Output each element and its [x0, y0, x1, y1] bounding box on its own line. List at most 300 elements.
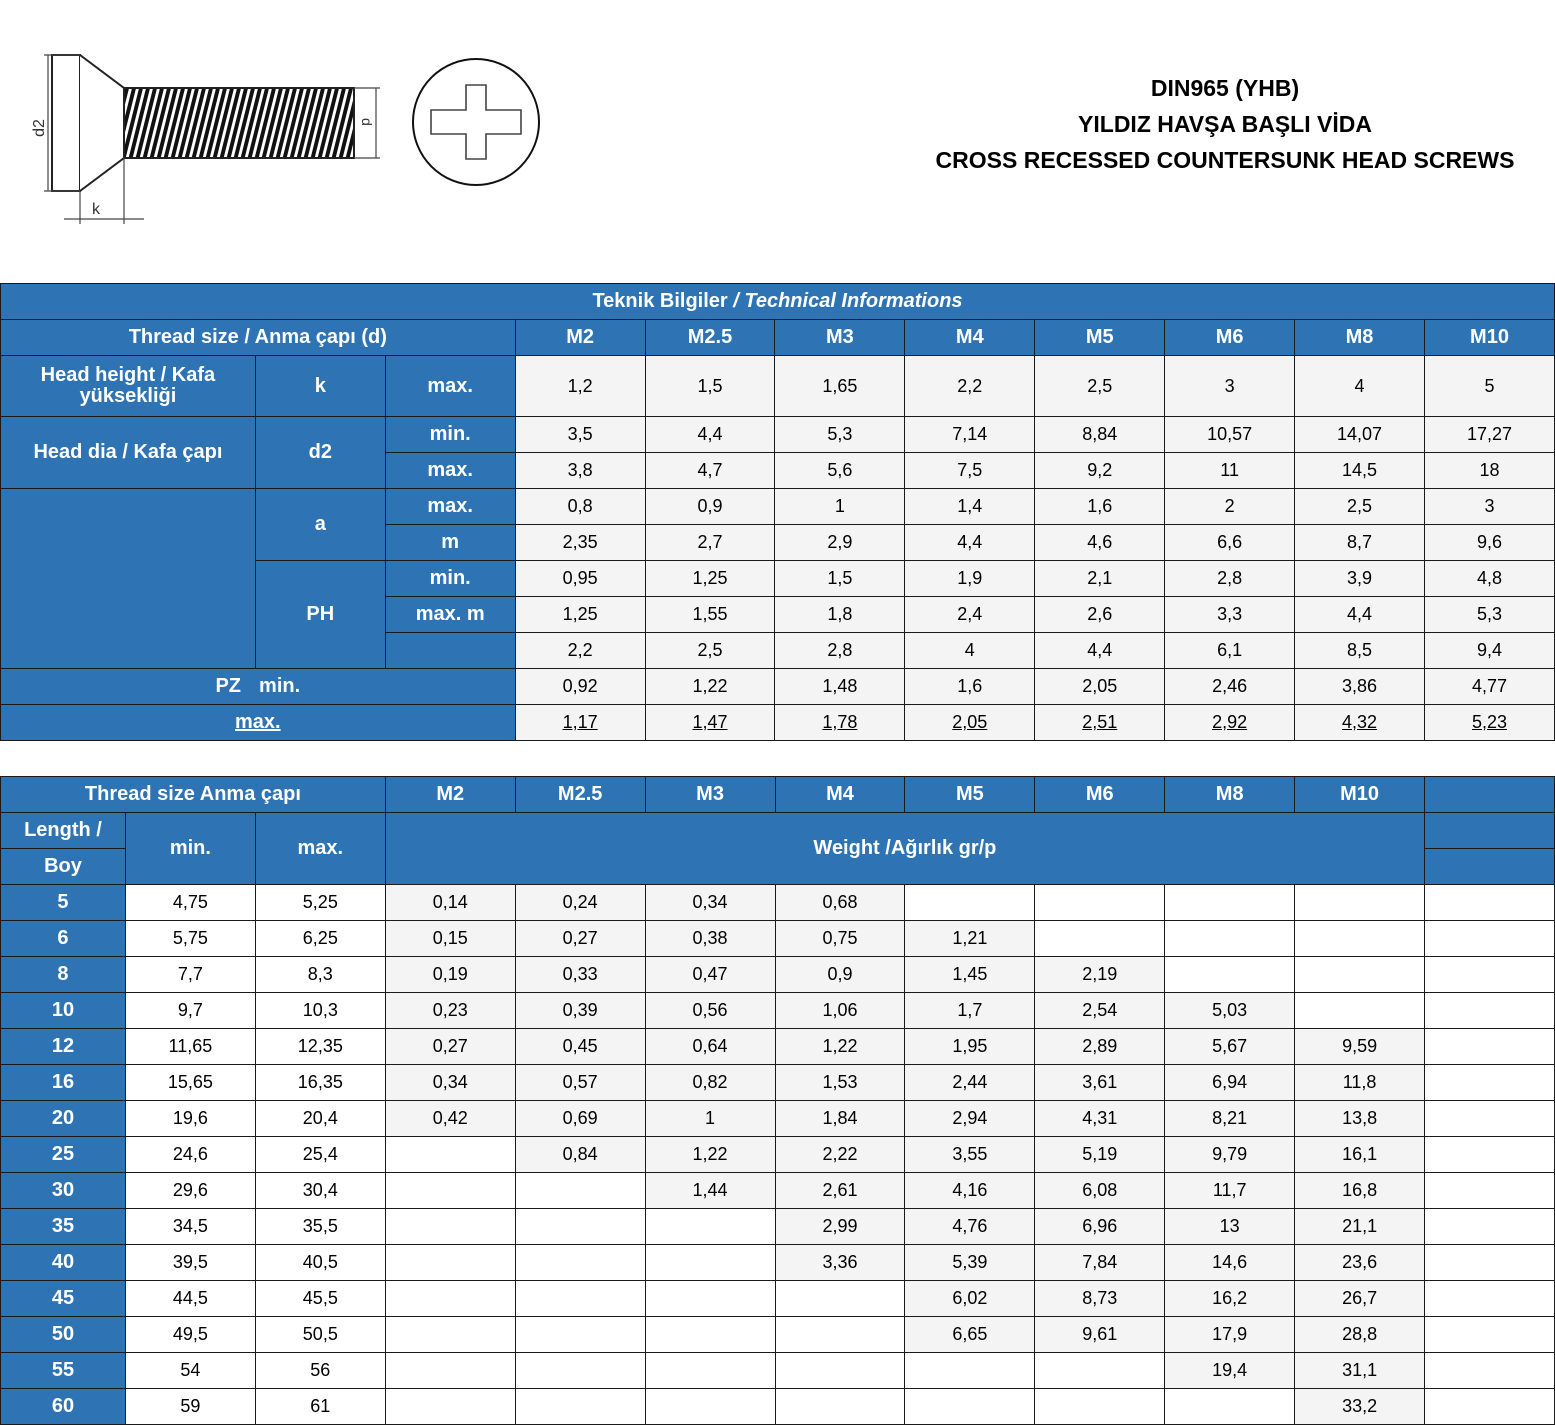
spec-value: 1,65	[775, 356, 905, 417]
weight-value: 0,14	[385, 885, 515, 921]
spec-value: 1	[775, 489, 905, 525]
weight-value: 5,19	[1035, 1137, 1165, 1173]
spec-value: 3,86	[1295, 669, 1425, 705]
length-max-label: max.	[255, 813, 385, 885]
blank-header	[1425, 813, 1555, 849]
size-header: M5	[905, 777, 1035, 813]
length-max-value: 40,5	[255, 1245, 385, 1281]
weight-value	[1165, 885, 1295, 921]
spec-value: 8,84	[1035, 417, 1165, 453]
spec-value: 2,92	[1165, 705, 1295, 741]
ph-extra-label	[385, 633, 515, 669]
spec-value: 1,5	[775, 561, 905, 597]
weight-value	[515, 1173, 645, 1209]
spec-value: 14,5	[1295, 453, 1425, 489]
weight-value: 8,21	[1165, 1101, 1295, 1137]
spec-value: 3	[1165, 356, 1295, 417]
weight-value	[515, 1209, 645, 1245]
weight-value: 14,6	[1165, 1245, 1295, 1281]
spec-value: 7,14	[905, 417, 1035, 453]
weight-value	[385, 1389, 515, 1425]
title-line-turkish: YILDIZ HAVŞA BAŞLI VİDA	[1078, 111, 1372, 137]
weight-value	[385, 1209, 515, 1245]
size-header: M2	[515, 320, 645, 356]
weight-value	[1295, 957, 1425, 993]
weight-row	[1, 1209, 1555, 1245]
head-dia-symbol: d2	[255, 417, 385, 489]
spec-value: 18	[1424, 453, 1554, 489]
title-line-standard: DIN965 (YHB)	[1150, 75, 1300, 101]
length-max-value: 30,4	[255, 1173, 385, 1209]
document-title	[905, 70, 1545, 178]
spec-value: 2,6	[1035, 597, 1165, 633]
weight-value: 5,03	[1165, 993, 1295, 1029]
weight-value: 2,61	[775, 1173, 905, 1209]
length-value: 10	[1, 993, 126, 1029]
spec-value: 5,6	[775, 453, 905, 489]
blank-cell	[1425, 1281, 1555, 1317]
length-min-value: 19,6	[125, 1101, 255, 1137]
weight-value	[1035, 1389, 1165, 1425]
weight-value: 6,02	[905, 1281, 1035, 1317]
weight-value: 2,99	[775, 1209, 905, 1245]
length-value: 8	[1, 957, 126, 993]
weight-value: 0,27	[515, 921, 645, 957]
spec-value: 4,32	[1295, 705, 1425, 741]
weight-value: 11,8	[1295, 1065, 1425, 1101]
length-min-value: 24,6	[125, 1137, 255, 1173]
length-max-value: 6,25	[255, 921, 385, 957]
weight-value: 0,38	[645, 921, 775, 957]
weight-value: 2,44	[905, 1065, 1035, 1101]
size-header: M10	[1295, 777, 1425, 813]
blank-header	[1425, 777, 1555, 813]
length-min-value: 59	[125, 1389, 255, 1425]
weight-row	[1, 1173, 1555, 1209]
length-value: 20	[1, 1101, 126, 1137]
weight-value: 19,4	[1165, 1353, 1295, 1389]
screw-thread-shape	[124, 88, 354, 158]
spec-value: 4,4	[1035, 633, 1165, 669]
weight-value: 2,54	[1035, 993, 1165, 1029]
recess-label-cell	[1, 489, 256, 669]
blank-cell	[1425, 1389, 1555, 1425]
spec-value: 2,4	[905, 597, 1035, 633]
spec-value: 3,8	[515, 453, 645, 489]
spec-value: 1,6	[1035, 489, 1165, 525]
ph-min-label: min.	[385, 561, 515, 597]
blank-cell	[1425, 1209, 1555, 1245]
size-header: M6	[1165, 320, 1295, 356]
spec-value: 1,9	[905, 561, 1035, 597]
blank-cell	[1425, 1101, 1555, 1137]
weight-value	[385, 1317, 515, 1353]
length-max-value: 8,3	[255, 957, 385, 993]
a-symbol: a	[255, 489, 385, 561]
weight-value: 1,95	[905, 1029, 1035, 1065]
spec-value: 1,2	[515, 356, 645, 417]
title-line-english: CROSS RECESSED COUNTERSUNK HEAD SCREWS	[935, 147, 1515, 173]
technical-info-title: Teknik Bilgiler	[592, 290, 728, 312]
weight-value: 9,61	[1035, 1317, 1165, 1353]
weight-table	[0, 776, 1555, 1425]
weight-value: 1,44	[645, 1173, 775, 1209]
d-dimension-label: d	[359, 118, 375, 126]
weight-value	[775, 1389, 905, 1425]
length-min-value: 15,65	[125, 1065, 255, 1101]
weight-value: 0,69	[515, 1101, 645, 1137]
spec-value: 1,8	[775, 597, 905, 633]
weight-value: 1,22	[645, 1137, 775, 1173]
spec-value: 5	[1424, 356, 1554, 417]
size-header: M5	[1035, 320, 1165, 356]
weight-value	[645, 1245, 775, 1281]
spec-value: 8,7	[1295, 525, 1425, 561]
length-value: 40	[1, 1245, 126, 1281]
blank-cell	[1425, 1029, 1555, 1065]
weight-value	[645, 1281, 775, 1317]
length-value: 45	[1, 1281, 126, 1317]
weight-value	[1035, 885, 1165, 921]
weight-value: 21,1	[1295, 1209, 1425, 1245]
weight-value: 6,96	[1035, 1209, 1165, 1245]
weight-value: 13,8	[1295, 1101, 1425, 1137]
weight-value: 16,2	[1165, 1281, 1295, 1317]
spec-value: 0,8	[515, 489, 645, 525]
length-value: 55	[1, 1353, 126, 1389]
weight-value: 3,61	[1035, 1065, 1165, 1101]
weight-value	[515, 1353, 645, 1389]
weight-value: 0,15	[385, 921, 515, 957]
weight-row	[1, 1353, 1555, 1389]
weight-value	[775, 1353, 905, 1389]
length-min-value: 39,5	[125, 1245, 255, 1281]
pz-min-text: min.	[259, 675, 301, 697]
spec-value: 9,2	[1035, 453, 1165, 489]
blank-cell	[1425, 885, 1555, 921]
spec-value: 4,77	[1424, 669, 1554, 705]
length-value: 50	[1, 1317, 126, 1353]
size-header: M4	[775, 777, 905, 813]
spec-value: 3,3	[1165, 597, 1295, 633]
boy-label: Boy	[1, 849, 126, 885]
blank-header	[1425, 849, 1555, 885]
weight-value: 0,82	[645, 1065, 775, 1101]
weight-value	[515, 1281, 645, 1317]
weight-value	[1035, 921, 1165, 957]
k-dimension-label: k	[92, 201, 100, 218]
spec-value: 3,9	[1295, 561, 1425, 597]
length-min-label: min.	[125, 813, 255, 885]
weight-value: 2,89	[1035, 1029, 1165, 1065]
length-min-value: 11,65	[125, 1029, 255, 1065]
spec-value: 6,1	[1165, 633, 1295, 669]
weight-row	[1, 1245, 1555, 1281]
length-min-value: 44,5	[125, 1281, 255, 1317]
spec-value: 2,8	[775, 633, 905, 669]
technical-specs-table	[0, 283, 1555, 741]
a-max-label: max.	[385, 489, 515, 525]
size-header: M2	[385, 777, 515, 813]
spec-value: 1,6	[905, 669, 1035, 705]
technical-info-title-english: / Technical Informations	[733, 290, 963, 312]
length-max-value: 12,35	[255, 1029, 385, 1065]
spec-value: 1,48	[775, 669, 905, 705]
weight-value: 5,39	[905, 1245, 1035, 1281]
weight-value: 4,16	[905, 1173, 1035, 1209]
size-header: M8	[1165, 777, 1295, 813]
weight-value	[775, 1281, 905, 1317]
weight-value: 23,6	[1295, 1245, 1425, 1281]
length-max-value: 16,35	[255, 1065, 385, 1101]
weight-value	[775, 1317, 905, 1353]
weight-value: 4,31	[1035, 1101, 1165, 1137]
weight-value: 0,47	[645, 957, 775, 993]
spec-value: 1,25	[645, 561, 775, 597]
spec-value: 0,9	[645, 489, 775, 525]
weight-value: 6,08	[1035, 1173, 1165, 1209]
spec-value: 9,4	[1424, 633, 1554, 669]
weight-row	[1, 921, 1555, 957]
length-value: 12	[1, 1029, 126, 1065]
length-value: 6	[1, 921, 126, 957]
weight-value: 1,06	[775, 993, 905, 1029]
weight-value: 0,27	[385, 1029, 515, 1065]
weight-row	[1, 1389, 1555, 1425]
spec-value: 4	[905, 633, 1035, 669]
spec-value: 4	[1295, 356, 1425, 417]
spec-value: 6,6	[1165, 525, 1295, 561]
weight-value	[385, 1137, 515, 1173]
weight-row	[1, 1317, 1555, 1353]
pz-max-label	[1, 705, 516, 741]
weight-label: Weight /Ağırlık gr/p	[385, 813, 1424, 885]
weight-value: 0,34	[645, 885, 775, 921]
spec-value: 3,5	[515, 417, 645, 453]
spec-value: 1,55	[645, 597, 775, 633]
weight-value	[905, 885, 1035, 921]
spec-value: 2,46	[1165, 669, 1295, 705]
weight-value: 3,36	[775, 1245, 905, 1281]
ph-maxm-label: max. m	[385, 597, 515, 633]
weight-value	[905, 1353, 1035, 1389]
weight-value	[645, 1317, 775, 1353]
weight-value: 0,34	[385, 1065, 515, 1101]
spec-value: 0,95	[515, 561, 645, 597]
weight-value: 17,9	[1165, 1317, 1295, 1353]
weight-value: 6,65	[905, 1317, 1035, 1353]
size-header: M3	[645, 777, 775, 813]
length-max-value: 10,3	[255, 993, 385, 1029]
weight-value: 0,24	[515, 885, 645, 921]
weight-value: 0,19	[385, 957, 515, 993]
size-header: M2.5	[515, 777, 645, 813]
spec-value: 1,5	[645, 356, 775, 417]
pz-symbol: PZ	[215, 675, 242, 697]
head-dia-max-label: max.	[385, 453, 515, 489]
weight-value	[385, 1353, 515, 1389]
weight-value: 1,22	[775, 1029, 905, 1065]
spec-value: 1,22	[645, 669, 775, 705]
thread-size-label: Thread size / Anma çapı (d)	[1, 320, 516, 356]
blank-cell	[1425, 1173, 1555, 1209]
weight-value: 8,73	[1035, 1281, 1165, 1317]
weight-value: 3,55	[905, 1137, 1035, 1173]
size-header: M4	[905, 320, 1035, 356]
size-header: M8	[1295, 320, 1425, 356]
weight-row	[1, 885, 1555, 921]
weight-value	[515, 1389, 645, 1425]
weight-value	[645, 1209, 775, 1245]
spec-value: 4,4	[645, 417, 775, 453]
weight-value: 31,1	[1295, 1353, 1425, 1389]
weight-value: 0,56	[645, 993, 775, 1029]
weight-value: 0,45	[515, 1029, 645, 1065]
size-header: M10	[1424, 320, 1554, 356]
spec-value: 2,1	[1035, 561, 1165, 597]
screw-head-shape	[52, 55, 124, 191]
spec-value: 4,4	[905, 525, 1035, 561]
weight-value	[515, 1245, 645, 1281]
spec-value: 17,27	[1424, 417, 1554, 453]
length-min-value: 49,5	[125, 1317, 255, 1353]
weight-row	[1, 957, 1555, 993]
weight-value: 16,8	[1295, 1173, 1425, 1209]
size-header: M6	[1035, 777, 1165, 813]
weight-row	[1, 1029, 1555, 1065]
spec-value: 2	[1165, 489, 1295, 525]
length-label: Length /	[1, 813, 126, 849]
weight-value: 2,94	[905, 1101, 1035, 1137]
length-value: 35	[1, 1209, 126, 1245]
weight-value: 1,84	[775, 1101, 905, 1137]
spec-value: 3	[1424, 489, 1554, 525]
spec-value: 2,51	[1035, 705, 1165, 741]
weight-value: 11,7	[1165, 1173, 1295, 1209]
d2-dimension-label: d2	[31, 119, 48, 137]
head-height-label: Head height / Kafa yüksekliği	[1, 356, 256, 417]
length-min-value: 29,6	[125, 1173, 255, 1209]
size-header: M2.5	[645, 320, 775, 356]
length-value: 60	[1, 1389, 126, 1425]
weight-value	[1295, 885, 1425, 921]
pz-max-text: max.	[235, 711, 281, 733]
ph-symbol: PH	[255, 561, 385, 669]
weight-value: 13	[1165, 1209, 1295, 1245]
spec-value: 1,78	[775, 705, 905, 741]
weight-value	[1295, 993, 1425, 1029]
spec-value: 2,9	[775, 525, 905, 561]
weight-value: 1,45	[905, 957, 1035, 993]
weight-row	[1, 1101, 1555, 1137]
blank-cell	[1425, 1137, 1555, 1173]
cross-recess-icon	[413, 59, 539, 185]
weight-value	[515, 1317, 645, 1353]
weight-value: 0,57	[515, 1065, 645, 1101]
weight-value: 9,79	[1165, 1137, 1295, 1173]
spec-value: 8,5	[1295, 633, 1425, 669]
length-max-value: 45,5	[255, 1281, 385, 1317]
weight-value: 0,42	[385, 1101, 515, 1137]
technical-info-header	[1, 284, 1555, 320]
weight-value: 0,68	[775, 885, 905, 921]
weight-value	[1165, 1389, 1295, 1425]
weight-value	[645, 1389, 775, 1425]
weight-value	[1165, 957, 1295, 993]
blank-cell	[1425, 1065, 1555, 1101]
blank-cell	[1425, 1317, 1555, 1353]
weight-value: 7,84	[1035, 1245, 1165, 1281]
weight-value: 2,19	[1035, 957, 1165, 993]
weight-value	[1295, 921, 1425, 957]
spec-value: 5,23	[1424, 705, 1554, 741]
weight-value: 1	[645, 1101, 775, 1137]
spec-value: 1,4	[905, 489, 1035, 525]
weight-value	[905, 1389, 1035, 1425]
weight-value: 0,64	[645, 1029, 775, 1065]
weight-value: 0,75	[775, 921, 905, 957]
a-m-label: m	[385, 525, 515, 561]
spec-value: 14,07	[1295, 417, 1425, 453]
weight-value: 6,94	[1165, 1065, 1295, 1101]
blank-cell	[1425, 993, 1555, 1029]
length-min-value: 54	[125, 1353, 255, 1389]
spec-value: 4,4	[1295, 597, 1425, 633]
head-dia-label: Head dia / Kafa çapı	[1, 417, 256, 489]
spec-value: 1,25	[515, 597, 645, 633]
spec-value: 4,7	[645, 453, 775, 489]
length-max-value: 25,4	[255, 1137, 385, 1173]
length-max-value: 61	[255, 1389, 385, 1425]
spec-value: 1,47	[645, 705, 775, 741]
weight-value: 33,2	[1295, 1389, 1425, 1425]
length-max-value: 50,5	[255, 1317, 385, 1353]
weight-value: 1,7	[905, 993, 1035, 1029]
spec-value: 2,5	[1295, 489, 1425, 525]
spec-value: 10,57	[1165, 417, 1295, 453]
spec-value: 7,5	[905, 453, 1035, 489]
length-value: 5	[1, 885, 126, 921]
weight-row	[1, 1065, 1555, 1101]
spec-value: 5,3	[1424, 597, 1554, 633]
weight-value: 0,23	[385, 993, 515, 1029]
weight-row	[1, 993, 1555, 1029]
blank-cell	[1425, 1353, 1555, 1389]
spec-value: 5,3	[775, 417, 905, 453]
length-max-value: 5,25	[255, 885, 385, 921]
spec-value: 4,8	[1424, 561, 1554, 597]
weight-value: 28,8	[1295, 1317, 1425, 1353]
length-min-value: 5,75	[125, 921, 255, 957]
weight-value	[385, 1245, 515, 1281]
length-max-value: 56	[255, 1353, 385, 1389]
weight-value: 9,59	[1295, 1029, 1425, 1065]
head-height-symbol: k	[255, 356, 385, 417]
weight-value: 5,67	[1165, 1029, 1295, 1065]
screw-drawing	[0, 0, 560, 240]
length-min-value: 34,5	[125, 1209, 255, 1245]
weight-value	[385, 1281, 515, 1317]
weight-value	[645, 1353, 775, 1389]
spec-value: 2,7	[645, 525, 775, 561]
spec-value: 0,92	[515, 669, 645, 705]
weight-value	[385, 1173, 515, 1209]
blank-cell	[1425, 1245, 1555, 1281]
blank-cell	[1425, 957, 1555, 993]
spec-value: 4,6	[1035, 525, 1165, 561]
length-value: 25	[1, 1137, 126, 1173]
weight-value	[1035, 1353, 1165, 1389]
